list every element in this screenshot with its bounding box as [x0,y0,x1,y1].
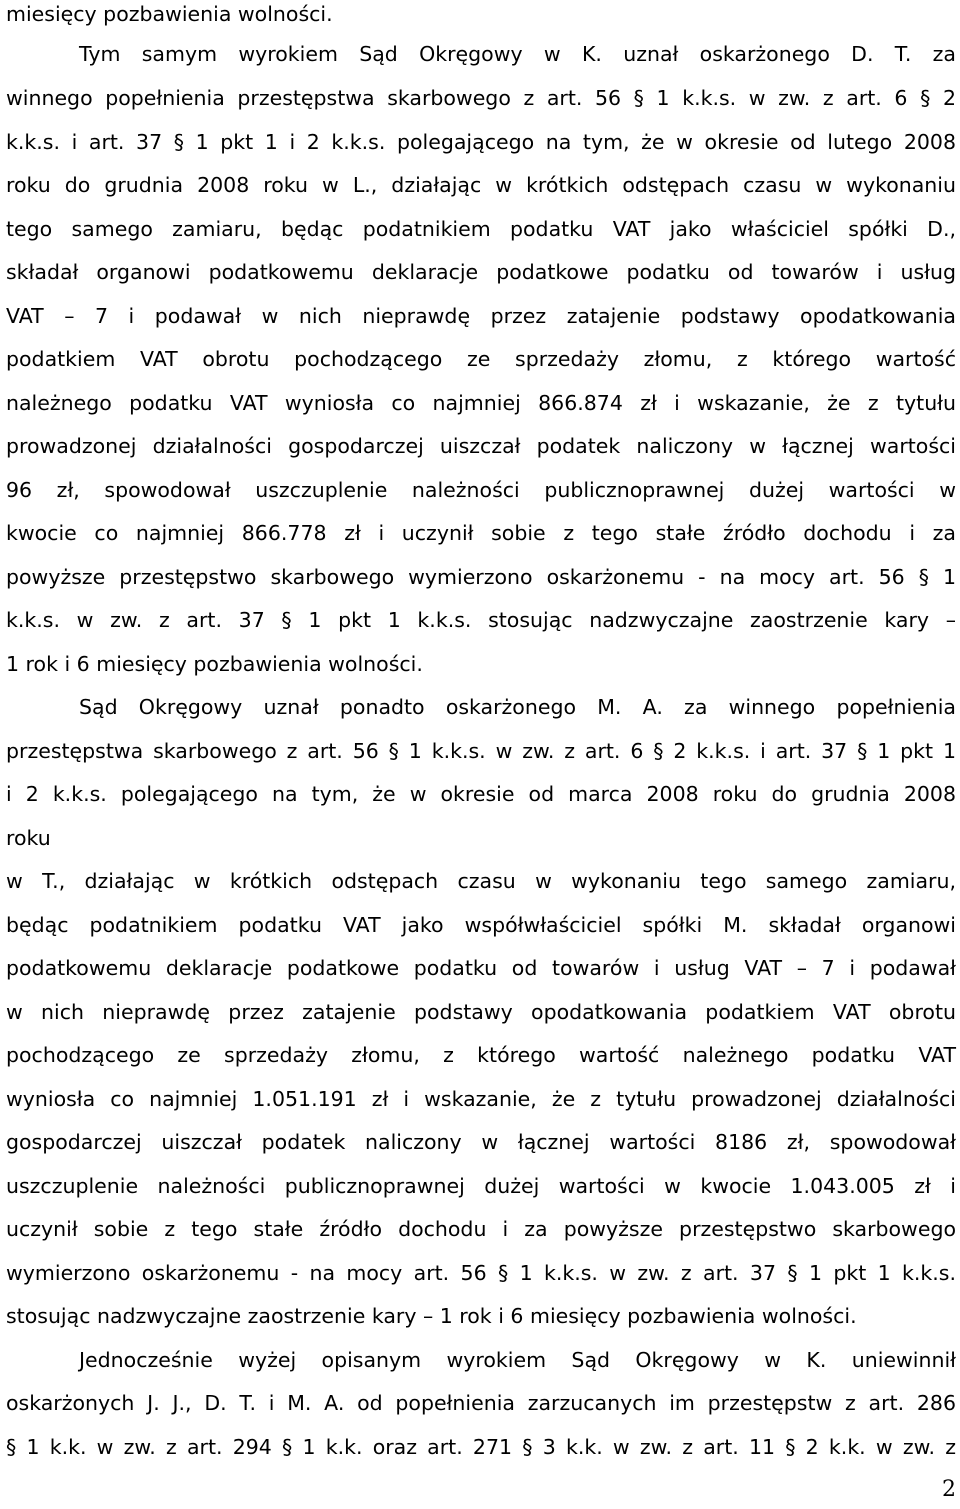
text-line: składał organowi podatkowemu deklaracje podatkowe podatku od towarów i usług [6,260,956,284]
paragraph-first-line: Jednocześnie wyżej opisanym wyrokiem Sąd Okręgowy w K. uniewinnił [79,1348,956,1372]
text-line: wyniosła co najmniej 1.051.191 zł i wskazanie, że z tytułu prowadzonej działalności [6,1087,956,1111]
text-line: należnego podatku VAT wyniosła co najmniej 866.874 zł i wskazanie, że z tytułu [6,391,956,415]
text-line: w nich nieprawdę przez zatajenie podstawy opodatkowania podatkiem VAT obrotu [6,1000,956,1024]
text-line: 96 zł, spowodował uszczuplenie należności publicznoprawnej dużej wartości w [6,478,956,502]
text-line: tego samego zamiaru, będąc podatnikiem podatku VAT jako właściciel spółki D., [6,217,956,241]
text-line: roku do grudnia 2008 roku w L., działając w krótkich odstępach czasu w wykonaniu [6,173,956,197]
text-line: 1 rok i 6 miesięcy pozbawienia wolności. [6,652,423,676]
page-number: 2 [942,1477,956,1502]
text-line: miesięcy pozbawienia wolności. [6,2,333,26]
text-line: wymierzono oskarżonemu - na mocy art. 56 § 1 k.k.s. w zw. z art. 37 § 1 pkt 1 k.k.s. [6,1261,956,1285]
text-line: będąc podatnikiem podatku VAT jako współwłaściciel spółki M. składał organowi [6,913,956,937]
text-line: uczynił sobie z tego stałe źródło dochodu i za powyższe przestępstwo skarbowego [6,1217,956,1241]
text-line: pochodzącego ze sprzedaży złomu, z którego wartość należnego podatku VAT [6,1043,956,1067]
text-line: przestępstwa skarbowego z art. 56 § 1 k.k.s. w zw. z art. 6 § 2 k.k.s. i art. 37 § 1 pkt 1 [6,739,956,763]
paragraph-first-line: Tym samym wyrokiem Sąd Okręgowy w K. uznał oskarżonego D. T. za [79,42,956,66]
text-line: uszczuplenie należności publicznoprawnej dużej wartości w kwocie 1.043.005 zł i [6,1174,956,1198]
text-line: § 1 k.k. w zw. z art. 294 § 1 k.k. oraz art. 271 § 3 k.k. w zw. z art. 11 § 2 k.k. w zw. z [6,1435,956,1459]
text-line: k.k.s. w zw. z art. 37 § 1 pkt 1 k.k.s. stosując nadzwyczajne zaostrzenie kary – [6,608,956,632]
text-line: powyższe przestępstwo skarbowego wymierzono oskarżonemu - na mocy art. 56 § 1 [6,565,956,589]
text-line: w T., działając w krótkich odstępach czasu w wykonaniu tego samego zamiaru, [6,869,956,893]
text-line: prowadzonej działalności gospodarczej uiszczał podatek naliczony w łącznej wartości [6,434,956,458]
text-line: podatkiem VAT obrotu pochodzącego ze sprzedaży złomu, z którego wartość [6,347,956,371]
text-line: podatkowemu deklaracje podatkowe podatku od towarów i usług VAT – 7 i podawał [6,956,956,980]
text-line: kwocie co najmniej 866.778 zł i uczynił sobie z tego stałe źródło dochodu i za [6,521,956,545]
text-line: stosując nadzwyczajne zaostrzenie kary – 1 rok i 6 miesięcy pozbawienia wolności. [6,1304,857,1328]
text-line: VAT – 7 i podawał w nich nieprawdę przez zatajenie podstawy opodatkowania [6,304,956,328]
paragraph-first-line: Sąd Okręgowy uznał ponadto oskarżonego M. A. za winnego popełnienia [79,695,956,719]
text-line: i 2 k.k.s. polegającego na tym, że w okresie od marca 2008 roku do grudnia 2008 [6,782,956,806]
text-line: k.k.s. i art. 37 § 1 pkt 1 i 2 k.k.s. polegającego na tym, że w okresie od lutego 2008 [6,130,956,154]
text-line: gospodarczej uiszczał podatek naliczony w łącznej wartości 8186 zł, spowodował [6,1130,956,1154]
text-line: winnego popełnienia przestępstwa skarbowego z art. 56 § 1 k.k.s. w zw. z art. 6 § 2 [6,86,956,110]
text-line: roku [6,826,51,850]
text-line: oskarżonych J. J., D. T. i M. A. od popełnienia zarzucanych im przestępstw z art. 286 [6,1391,956,1415]
